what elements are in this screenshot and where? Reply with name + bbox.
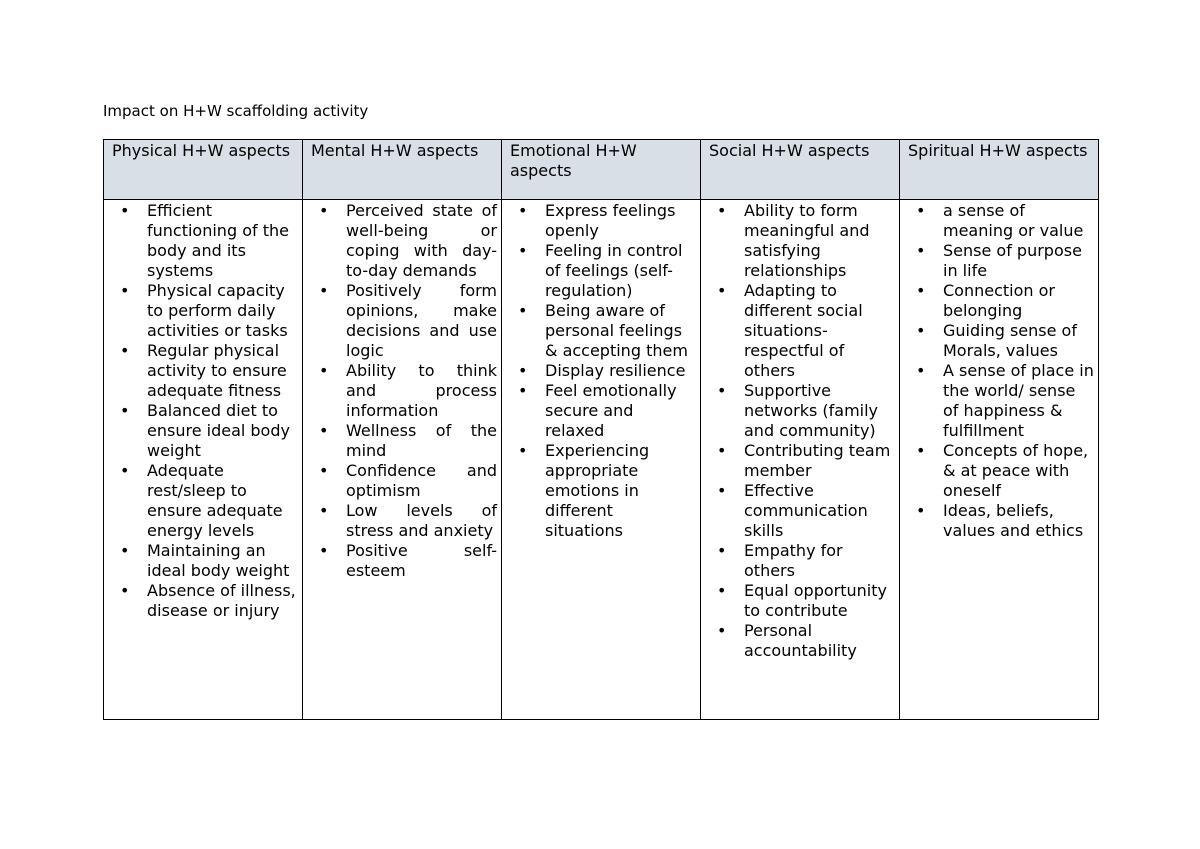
- cell-physical: [104, 200, 303, 720]
- list-item: • Low levels of stress and anxiety: [311, 501, 497, 541]
- list-item: • Confidence and optimism: [311, 461, 497, 501]
- list-item: • Regular physical activity to ensure adequate fitness: [112, 341, 298, 401]
- list-spiritual: [908, 201, 1094, 541]
- header-emotional: Emotional H+W aspects: [502, 140, 701, 200]
- list-item: • Ideas, beliefs, values and ethics: [908, 501, 1094, 541]
- list-physical: [112, 201, 298, 621]
- list-item: • Personal accountability: [709, 621, 895, 661]
- hw-aspects-table: [103, 139, 1099, 720]
- cell-mental: [303, 200, 502, 720]
- list-item: • Wellness of the mind: [311, 421, 497, 461]
- list-item: • Physical capacity to perform daily activities or tasks: [112, 281, 298, 341]
- list-item: • Display resilience: [510, 361, 696, 381]
- list-item: • a sense of meaning or value: [908, 201, 1094, 241]
- header-physical: Physical H+W aspects: [104, 140, 303, 200]
- list-mental: [311, 201, 497, 581]
- list-item: • Experiencing appropriate emotions in different situations: [510, 441, 696, 541]
- list-item: • Ability to think and process information: [311, 361, 497, 421]
- list-item: • Maintaining an ideal body weight: [112, 541, 298, 581]
- table-header-row: [104, 140, 1099, 200]
- cell-spiritual: [900, 200, 1099, 720]
- header-mental: Mental H+W aspects: [303, 140, 502, 200]
- list-item: • Positive self-esteem: [311, 541, 497, 581]
- list-item: • Sense of purpose in life: [908, 241, 1094, 281]
- list-item: • A sense of place in the world/ sense of happiness & fulfillment: [908, 361, 1094, 441]
- list-item: • Supportive networks (family and community): [709, 381, 895, 441]
- list-item: • Perceived state of well-being or coping with day-to-day demands: [311, 201, 497, 281]
- list-item: • Effective communication skills: [709, 481, 895, 541]
- list-item: • Adequate rest/sleep to ensure adequate energy levels: [112, 461, 298, 541]
- cell-emotional: [502, 200, 701, 720]
- list-item: • Efficient functioning of the body and its systems: [112, 201, 298, 281]
- list-item: • Guiding sense of Morals, values: [908, 321, 1094, 361]
- header-spiritual: Spiritual H+W aspects: [900, 140, 1099, 200]
- cell-social: [701, 200, 900, 720]
- list-item: • Contributing team member: [709, 441, 895, 481]
- list-item: • Feel emotionally secure and relaxed: [510, 381, 696, 441]
- list-item: • Absence of illness, disease or injury: [112, 581, 298, 621]
- list-item: • Positively form opinions, make decisions and use logic: [311, 281, 497, 361]
- list-item: • Feeling in control of feelings (self-regulation): [510, 241, 696, 301]
- list-item: • Empathy for others: [709, 541, 895, 581]
- header-social: Social H+W aspects: [701, 140, 900, 200]
- list-item: • Balanced diet to ensure ideal body weight: [112, 401, 298, 461]
- list-item: • Being aware of personal feelings & accepting them: [510, 301, 696, 361]
- list-item: • Equal opportunity to contribute: [709, 581, 895, 621]
- list-item: • Concepts of hope, & at peace with oneself: [908, 441, 1094, 501]
- list-social: [709, 201, 895, 661]
- list-item: • Connection or belonging: [908, 281, 1094, 321]
- list-emotional: [510, 201, 696, 541]
- table-body-row: [104, 200, 1099, 720]
- list-item: • Adapting to different social situations- respectful of others: [709, 281, 895, 381]
- list-item: • Express feelings openly: [510, 201, 696, 241]
- list-item: • Ability to form meaningful and satisfying relationships: [709, 201, 895, 281]
- document-title: Impact on H+W scaffolding activity: [103, 102, 369, 120]
